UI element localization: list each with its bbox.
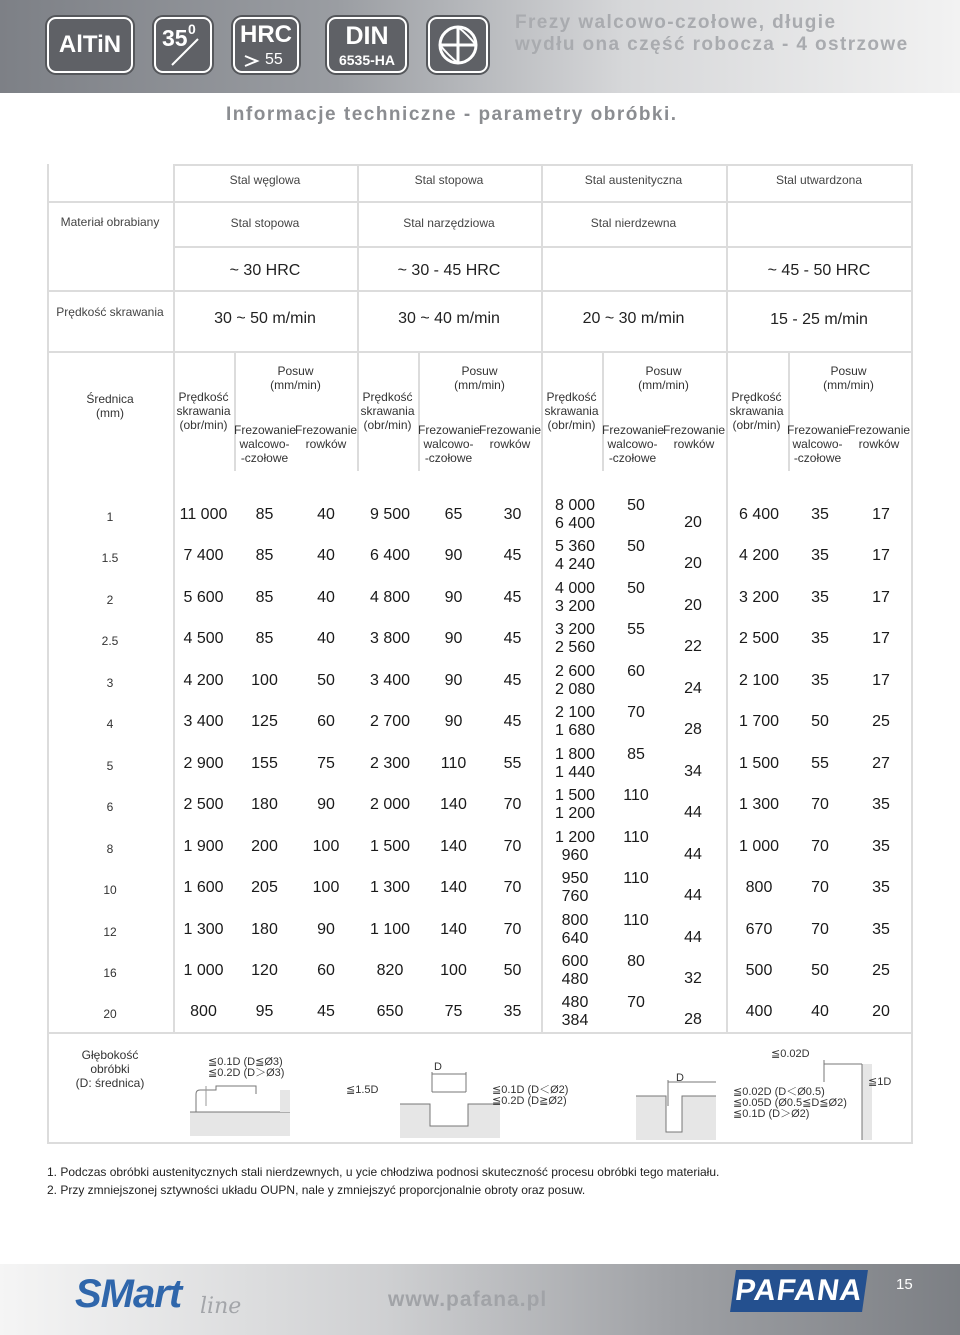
feed-face-cell: 120: [251, 962, 278, 979]
diameter-cell: 4: [106, 717, 114, 731]
feed-slot-cell: 17: [872, 506, 890, 523]
feed-face-cell: 85: [255, 506, 274, 523]
feed-slot-cell: 34: [684, 763, 702, 780]
feed-slot-cell: 35: [872, 879, 890, 896]
rpm-cell-a: 1 500: [554, 787, 596, 804]
feed-face-cell: 90: [444, 630, 463, 647]
rpm-cell-a: 3 200: [554, 621, 596, 638]
feed-face-cell: 180: [251, 921, 278, 938]
depth-slot-2: ≦0.2D (D≧Ø2): [492, 1095, 567, 1107]
face-milling-header: Frezowanie walcowo- -czołowe: [787, 423, 850, 465]
rpm-cell: 3 400: [183, 713, 224, 730]
feed-slot-cell: 30: [503, 506, 522, 523]
rpm-header: Prędkość skrawania (obr/min): [176, 390, 231, 432]
material-tool-steel: Stal narzędziowa: [403, 216, 495, 230]
slot-milling-header: Frezowanie rowków: [663, 423, 726, 451]
rpm-cell: 2 100: [738, 672, 780, 689]
diameter-cell: 10: [103, 883, 117, 897]
feed-slot-cell: 27: [872, 755, 890, 772]
rpm-cell-a: 800: [561, 912, 589, 929]
rpm-header: Prędkość skrawania (obr/min): [360, 390, 415, 432]
rpm-cell-a: 2 100: [554, 704, 596, 721]
feed-face-cell: 40: [811, 1003, 829, 1020]
rpm-cell: 1 100: [369, 921, 411, 938]
rpm-cell: 1 700: [738, 713, 780, 730]
greater-than-icon: [243, 53, 263, 69]
feed-slot-cell: 40: [317, 506, 335, 523]
feed-face-cell: 125: [251, 713, 278, 730]
feed-slot-cell: 35: [872, 838, 890, 855]
rpm-cell-b: 4 240: [554, 556, 596, 573]
speed-value-2: 30 ~ 40 m/min: [398, 310, 500, 327]
rpm-cell-b: 2 080: [554, 681, 596, 698]
rpm-cell: 2 300: [369, 755, 411, 772]
four-flute-icon: [428, 17, 488, 73]
feed-face-cell: 35: [811, 630, 829, 647]
feed-face-cell: 205: [251, 879, 278, 896]
website-link[interactable]: www.pafana.pl: [388, 1288, 548, 1311]
feed-slot-cell: 17: [872, 589, 890, 606]
feed-face-cell: 85: [255, 589, 274, 606]
rpm-cell-a: 2 600: [554, 663, 596, 680]
feed-slot-cell: 20: [684, 514, 702, 531]
rpm-cell: 3 400: [369, 672, 411, 689]
material-carbon-steel: Stal węglowa: [229, 173, 301, 187]
hardness-1: ~ 30 HRC: [229, 262, 301, 279]
feed-face-cell: 50: [627, 538, 645, 555]
material-austenitic-steel: Stal austenityczna: [584, 173, 683, 187]
rpm-cell: 1 300: [183, 921, 224, 938]
rpm-cell: 6 400: [738, 506, 780, 523]
feed-face-cell: 60: [627, 663, 645, 680]
feed-slot-cell: 70: [503, 796, 522, 813]
feed-slot-cell: 40: [317, 630, 335, 647]
feed-face-cell: 35: [811, 672, 829, 689]
feed-face-cell: 70: [811, 796, 829, 813]
feed-slot-cell: 44: [684, 929, 702, 946]
rpm-cell: 1 000: [183, 962, 224, 979]
depth-hardface-1: ≦0.02D: [771, 1048, 810, 1060]
feed-slot-cell: 20: [684, 555, 702, 572]
feed-face-cell: 100: [440, 962, 467, 979]
rpm-cell-b: 1 680: [554, 722, 596, 739]
page-number: 15: [896, 1276, 913, 1293]
material-alloy-steel: Stal stopowa: [414, 173, 484, 187]
rpm-cell-b: 960: [561, 847, 589, 864]
coating-badge: AlTiN: [47, 17, 133, 73]
rpm-cell-a: 600: [561, 953, 589, 970]
face-milling-header: Frezowanie walcowo- -czołowe: [602, 423, 665, 465]
feed-slot-cell: 70: [503, 879, 522, 896]
feed-face-cell: 50: [811, 962, 829, 979]
diameter-cell: 6: [106, 800, 114, 814]
feed-face-cell: 70: [627, 704, 645, 721]
material-hardened-steel: Stal utwardzona: [775, 173, 863, 187]
feed-face-cell: 200: [251, 838, 278, 855]
rpm-cell-b: 480: [561, 971, 589, 988]
face-milling-header: Frezowanie walcowo- -czołowe: [234, 423, 297, 465]
feed-face-cell: 100: [251, 672, 278, 689]
rpm-cell-b: 3 200: [554, 598, 596, 615]
pafana-logo: PAFANA: [730, 1270, 868, 1312]
feed-face-cell: 35: [811, 547, 829, 564]
depth-face-radial-2: ≦0.2D (D＞Ø3): [208, 1067, 285, 1079]
rpm-cell: 1 000: [738, 838, 780, 855]
rpm-cell-b: 640: [561, 930, 589, 947]
din-badge: DIN 6535-HA: [327, 17, 407, 73]
rpm-header: Prędkość skrawania (obr/min): [729, 390, 784, 432]
feed-face-cell: 70: [627, 994, 645, 1011]
rpm-cell-b: 1 200: [554, 805, 596, 822]
diameter-cell: 3: [106, 676, 114, 690]
feed-face-cell: 85: [255, 547, 274, 564]
feed-header: Posuw (mm/min): [270, 364, 321, 392]
rpm-cell: 5 600: [183, 589, 224, 606]
notes: [47, 1163, 719, 1199]
rpm-cell-a: 480: [561, 994, 589, 1011]
feed-slot-cell: 45: [503, 672, 522, 689]
rpm-cell: 9 500: [369, 506, 411, 523]
feed-header: Posuw (mm/min): [638, 364, 689, 392]
depth-diagram-face-icon: [176, 1036, 356, 1140]
rpm-cell-a: 5 360: [554, 538, 596, 555]
speed-value-4: 15 - 25 m/min: [770, 311, 868, 328]
feed-slot-cell: 70: [503, 838, 522, 855]
feed-slot-cell: 55: [503, 755, 522, 772]
slot-milling-header: Frezowanie rowków: [848, 423, 911, 451]
feed-face-cell: 155: [251, 755, 278, 772]
feed-slot-cell: 45: [503, 630, 522, 647]
speed-row-label: Prędkość skrawania: [56, 305, 164, 319]
rpm-cell-b: 2 560: [554, 639, 596, 656]
feed-slot-cell: 25: [872, 962, 890, 979]
feed-slot-cell: 17: [872, 630, 890, 647]
feed-slot-cell: 90: [317, 921, 335, 938]
speed-value-3: 20 ~ 30 m/min: [582, 310, 685, 327]
feed-face-cell: 85: [255, 630, 274, 647]
feed-face-cell: 140: [440, 879, 467, 896]
rpm-cell-a: 1 200: [554, 829, 596, 846]
section-title: Informacje techniczne - parametry obróbki.: [226, 104, 678, 125]
depth-hardface-2: ≦1D: [868, 1076, 892, 1088]
feed-face-cell: 75: [444, 1003, 463, 1020]
diameter-cell: 12: [103, 925, 117, 939]
feed-slot-cell: 60: [317, 713, 335, 730]
feed-slot-cell: 40: [317, 589, 335, 606]
feed-slot-cell: 50: [317, 672, 335, 689]
diameter-cell: 16: [103, 966, 117, 980]
rpm-cell-a: 4 000: [554, 580, 596, 597]
feed-face-cell: 180: [251, 796, 278, 813]
rpm-cell-b: 6 400: [554, 515, 596, 532]
feed-face-cell: 95: [255, 1003, 274, 1020]
smartline-logo-sub: line: [200, 1294, 242, 1319]
feed-face-cell: 90: [444, 547, 463, 564]
feed-slot-cell: 24: [684, 680, 702, 697]
diameter-cell: 1.5: [101, 551, 119, 565]
depth-hard-1: ≦0.02D (D＜Ø0.5): [733, 1086, 825, 1098]
feed-face-cell: 110: [623, 787, 649, 804]
note-1: 1. Podczas obróbki austenitycznych stali nierdzewnych, u ycie chłodziwa podnosi skuteczność procesu obróbki tego materiału.: [47, 1165, 720, 1179]
rpm-cell: 2 700: [369, 713, 411, 730]
rpm-cell: 400: [745, 1003, 773, 1020]
depth-diagram-hardened-slot-icon: [546, 1036, 726, 1140]
rpm-cell: 4 200: [738, 547, 780, 564]
rpm-cell: 2 500: [738, 630, 780, 647]
feed-face-cell: 55: [627, 621, 645, 638]
diameter-cell: 5: [106, 759, 114, 773]
feed-slot-cell: 50: [503, 962, 522, 979]
feed-slot-cell: 60: [317, 962, 335, 979]
rpm-cell: 4 500: [183, 630, 224, 647]
face-milling-header: Frezowanie walcowo- -czołowe: [418, 423, 481, 465]
diameter-cell: 8: [106, 842, 114, 856]
feed-slot-cell: 44: [684, 846, 702, 863]
rpm-cell: 1 300: [738, 796, 780, 813]
feed-slot-cell: 70: [503, 921, 522, 938]
feed-face-cell: 65: [444, 506, 463, 523]
material-alloy-steel-2: Stal stopowa: [230, 216, 300, 230]
rpm-cell: 650: [376, 1003, 404, 1020]
rpm-cell: 4 800: [369, 589, 411, 606]
feed-header: Posuw (mm/min): [454, 364, 505, 392]
feed-slot-cell: 44: [684, 887, 702, 904]
feed-slot-cell: 75: [317, 755, 335, 772]
rpm-cell: 11 000: [179, 506, 228, 523]
rpm-cell: 2 000: [369, 796, 411, 813]
feed-face-cell: 70: [811, 879, 829, 896]
diameter-cell: 1: [106, 510, 114, 524]
feed-slot-cell: 100: [312, 838, 340, 855]
feed-face-cell: 90: [444, 589, 463, 606]
rpm-cell: 800: [190, 1003, 217, 1020]
smartline-logo: SMart: [75, 1272, 182, 1316]
feed-face-cell: 85: [627, 746, 645, 763]
rpm-cell: 1 300: [369, 879, 411, 896]
slot-milling-header: Frezowanie rowków: [479, 423, 542, 451]
feed-face-cell: 70: [811, 921, 829, 938]
depth-hard-d: D: [676, 1072, 684, 1084]
rpm-cell: 1 600: [183, 879, 224, 896]
rpm-cell: 1 500: [369, 838, 411, 855]
rpm-cell: 820: [376, 962, 404, 979]
feed-face-cell: 70: [811, 838, 829, 855]
feed-face-cell: 140: [440, 921, 467, 938]
feed-face-cell: 140: [440, 796, 467, 813]
feed-face-cell: 50: [811, 713, 829, 730]
depth-face-axial: ≦1.5D: [346, 1084, 379, 1096]
diameter-cell: 20: [103, 1007, 117, 1021]
feed-slot-cell: 45: [503, 589, 522, 606]
feed-face-cell: 110: [440, 755, 467, 772]
rpm-cell: 500: [745, 962, 773, 979]
product-title: Frezy walcowo-czołowe, długie wydłu ona część robocza - 4 ostrzowe: [515, 12, 909, 55]
feed-slot-cell: 32: [684, 970, 702, 987]
material-stainless-steel: Stal nierdzewna: [590, 216, 677, 230]
feed-slot-cell: 28: [684, 721, 702, 738]
feed-slot-cell: 20: [872, 1003, 890, 1020]
depth-slot-d: D: [434, 1061, 442, 1073]
depth-slot-1: ≦0.1D (D＜Ø2): [492, 1084, 569, 1096]
feed-slot-cell: 40: [317, 547, 335, 564]
rpm-cell: 1 900: [183, 838, 224, 855]
helix-angle-badge: 35 0: [154, 17, 212, 73]
angle-line-icon: [154, 17, 212, 73]
feed-slot-cell: 35: [503, 1003, 522, 1020]
rpm-cell: 800: [745, 879, 773, 896]
feed-face-cell: 55: [811, 755, 829, 772]
feed-slot-cell: 100: [312, 879, 340, 896]
hardness-3: ~ 45 - 50 HRC: [767, 262, 871, 279]
note-2: 2. Przy zmniejszonej sztywności układu OUPN, nale y zmniejszyć proporcjonalnie obroty oraz posuw.: [47, 1183, 586, 1197]
diameter-cell: 2: [106, 593, 114, 607]
rpm-header: Prędkość skrawania (obr/min): [544, 390, 599, 432]
feed-face-cell: 35: [811, 589, 829, 606]
feed-face-cell: 110: [623, 912, 649, 929]
rpm-cell: 7 400: [183, 547, 224, 564]
feed-face-cell: 90: [444, 672, 463, 689]
feed-slot-cell: 25: [872, 713, 890, 730]
feed-slot-cell: 45: [503, 713, 522, 730]
feed-face-cell: 110: [623, 829, 649, 846]
rpm-cell: 2 500: [183, 796, 224, 813]
feed-slot-cell: 17: [872, 547, 890, 564]
depth-face-radial-1: ≦0.1D (D≦Ø3): [208, 1056, 283, 1068]
feed-slot-cell: 35: [872, 796, 890, 813]
feed-header: Posuw (mm/min): [823, 364, 874, 392]
feed-slot-cell: 90: [317, 796, 335, 813]
diameter-header: Średnica (mm): [86, 392, 134, 420]
feed-face-cell: 110: [623, 870, 649, 887]
feed-slot-cell: 45: [317, 1003, 335, 1020]
feed-face-cell: 90: [444, 713, 463, 730]
rpm-cell: 3 200: [738, 589, 780, 606]
feed-slot-cell: 45: [503, 547, 522, 564]
feed-face-cell: 80: [627, 953, 645, 970]
rpm-cell-a: 8 000: [554, 497, 596, 514]
depth-hard-3: ≦0.1D (D＞Ø2): [733, 1108, 810, 1120]
rpm-cell: 2 900: [183, 755, 224, 772]
diameter-cell: 2.5: [101, 634, 119, 648]
speed-value-1: 30 ~ 50 m/min: [214, 310, 316, 327]
feed-face-cell: 140: [440, 838, 467, 855]
feed-slot-cell: 17: [872, 672, 890, 689]
feed-slot-cell: 20: [684, 597, 702, 614]
hardness-badge: HRC 55: [233, 17, 299, 73]
rpm-cell-b: 760: [561, 888, 589, 905]
feed-face-cell: 35: [811, 506, 829, 523]
material-row-label: Materiał obrabiany: [60, 215, 160, 229]
rpm-cell-b: 1 440: [554, 764, 596, 781]
feed-face-cell: 50: [627, 580, 645, 597]
feed-slot-cell: 22: [684, 638, 702, 655]
hardness-2: ~ 30 - 45 HRC: [397, 262, 501, 279]
rpm-cell: 1 500: [738, 755, 780, 772]
rpm-cell-a: 1 800: [554, 746, 596, 763]
rpm-cell: 6 400: [369, 547, 411, 564]
rpm-cell: 670: [745, 921, 773, 938]
rpm-cell: 4 200: [183, 672, 224, 689]
slot-milling-header: Frezowanie rowków: [295, 423, 358, 451]
rpm-cell-b: 384: [561, 1012, 589, 1029]
depth-hard-2: ≦0.05D (Ø0.5≦D≦Ø2): [733, 1097, 847, 1109]
feed-slot-cell: 44: [684, 804, 702, 821]
rpm-cell-a: 950: [561, 870, 589, 887]
rpm-cell: 3 800: [369, 630, 411, 647]
feed-face-cell: 50: [627, 497, 645, 514]
feed-slot-cell: 28: [684, 1011, 702, 1028]
depth-label: Głębokość obróbki (D: średnica): [75, 1048, 145, 1090]
feed-slot-cell: 35: [872, 921, 890, 938]
